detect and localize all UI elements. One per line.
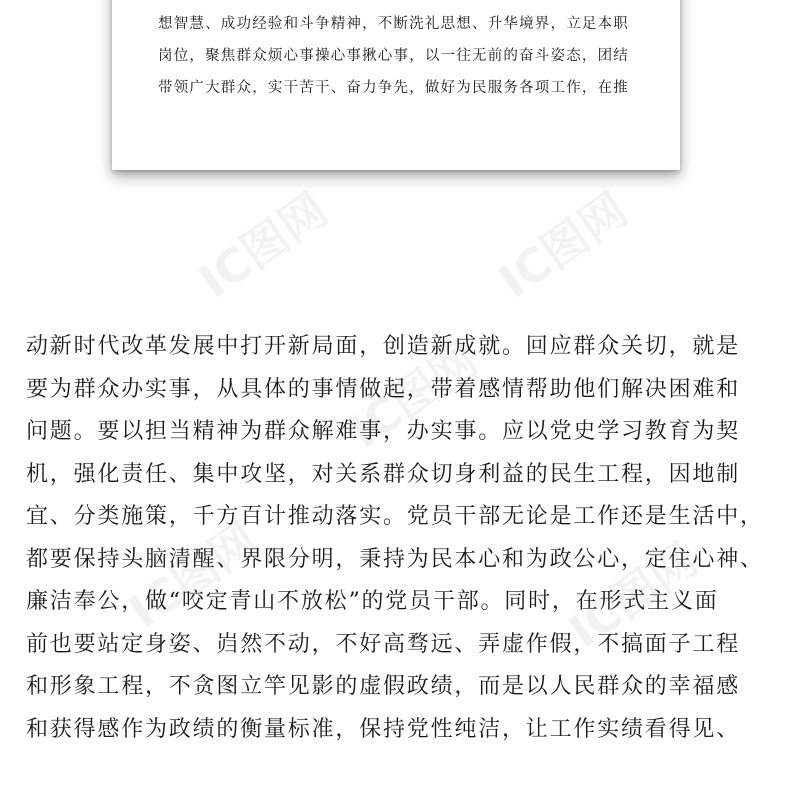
watermark: IC图网 bbox=[189, 182, 338, 309]
body-line: 前也要站定身姿、岿然不动，不好高骛远、弄虚作假，不搞面子工程 bbox=[26, 631, 741, 657]
body-line: 动新时代改革发展中打开新局面，创造新成就。回应群众关切，就是 bbox=[26, 334, 741, 359]
body-paragraph bbox=[26, 326, 786, 751]
watermark: IC图网 bbox=[559, 532, 708, 659]
card-line: 带领广大群众，实干苦干、奋力争先，做好为民服务各项工作，在推 bbox=[158, 80, 629, 96]
card-line: 想智慧、成功经验和斗争精神，不断洗礼思想、升华境界，立足本职 bbox=[158, 16, 629, 32]
body-line: 廉洁奉公，做“咬定青山不放松”的党员干部。同时，在形式主义面 bbox=[26, 589, 719, 614]
body-line: 要为群众办实事，从具体的事情做起，带着感情帮助他们解决困难和 bbox=[26, 376, 741, 402]
body-line: 和形象工程，不贪图立竿见影的虚假政绩，而是以人民群众的幸福感 bbox=[26, 674, 741, 699]
watermark: IC图网 bbox=[339, 332, 488, 459]
watermark: IC图网 bbox=[119, 512, 268, 639]
watermark: IC图网 bbox=[489, 182, 638, 309]
body-line: 和获得感作为政绩的衡量标准，保持党性纯洁，让工作实绩看得见、 bbox=[26, 716, 741, 742]
body-line: 机，强化责任、集中攻坚，对关系群众切身利益的民生工程，因地制 bbox=[26, 461, 741, 487]
body-line: 问题。要以担当精神为群众解难事，办实事。应以党史学习教育为契 bbox=[26, 419, 741, 444]
card-paragraph bbox=[158, 8, 658, 104]
body-line: 宜、分类施策，千方百计推动落实。党员干部无论是工作还是生活中， bbox=[26, 504, 764, 529]
card-line: 岗位，聚焦群众烦心事操心事揪心事，以一往无前的奋斗姿态，团结 bbox=[158, 48, 629, 64]
body-line: 都要保持头脑清醒、界限分明，秉持为民本心和为政公心，定住心神、 bbox=[26, 546, 764, 572]
